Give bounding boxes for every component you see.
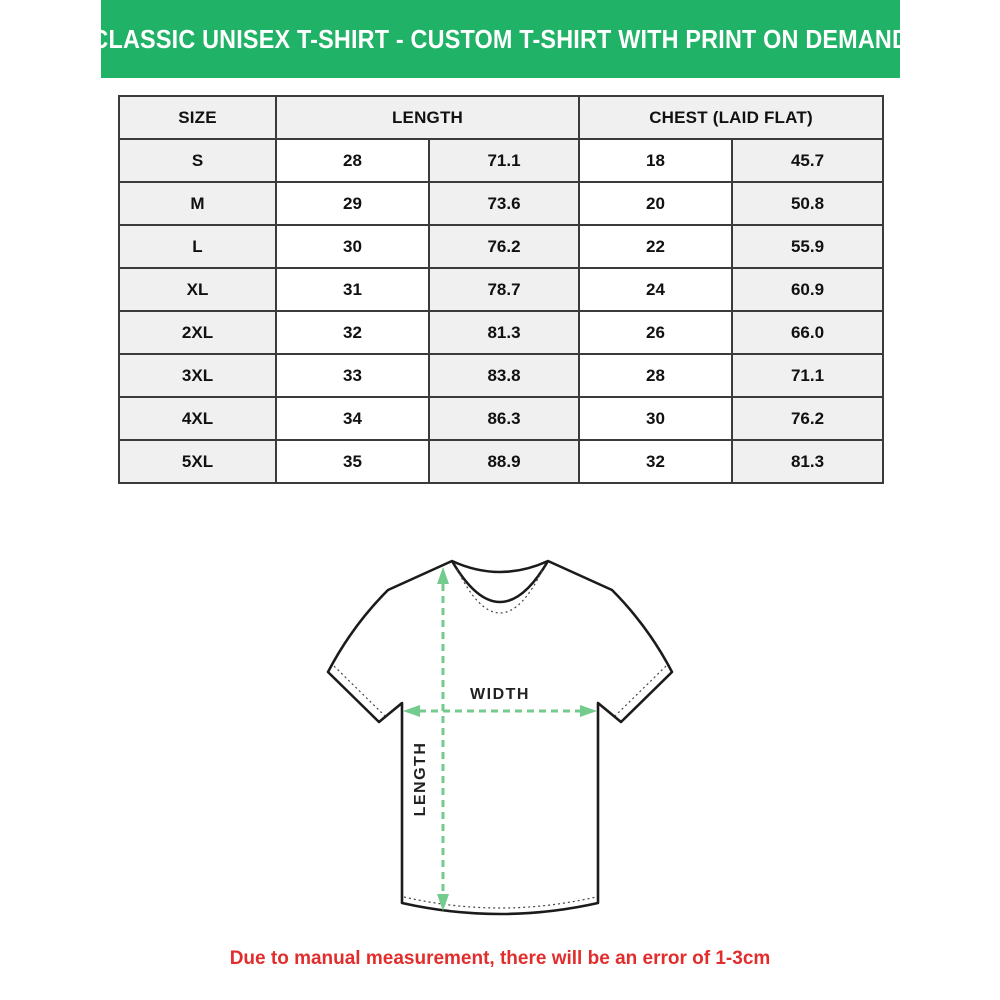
table-cell-length_cm: 81.3	[429, 311, 579, 354]
measurement-disclaimer: Due to manual measurement, there will be an error of 1-3cm	[229, 948, 771, 969]
table-cell-chest_cm: 71.1	[732, 354, 883, 397]
column-header-length: LENGTH	[276, 96, 579, 139]
table-cell-size: M	[119, 182, 276, 225]
table-cell-length_cm: 83.8	[429, 354, 579, 397]
table-cell-length_in: 33	[276, 354, 429, 397]
table-cell-chest_cm: 76.2	[732, 397, 883, 440]
table-cell-length_cm: 71.1	[429, 139, 579, 182]
table-cell-length_cm: 73.6	[429, 182, 579, 225]
column-header-size: SIZE	[119, 96, 276, 139]
page-title: CLASSIC UNISEX T-SHIRT - CUSTOM T-SHIRT WITH PRINT ON DEMAND	[91, 23, 910, 54]
table-cell-chest_cm: 66.0	[732, 311, 883, 354]
table-cell-chest_in: 22	[579, 225, 732, 268]
table-cell-chest_cm: 81.3	[732, 440, 883, 483]
table-cell-length_in: 28	[276, 139, 429, 182]
column-header-chest: CHEST (LAID FLAT)	[579, 96, 883, 139]
table-row	[119, 440, 883, 483]
length-label: LENGTH	[412, 741, 429, 817]
table-cell-chest_cm: 50.8	[732, 182, 883, 225]
table-cell-chest_in: 28	[579, 354, 732, 397]
size-table	[118, 95, 884, 484]
table-cell-length_cm: 88.9	[429, 440, 579, 483]
table-cell-chest_in: 18	[579, 139, 732, 182]
table-cell-length_in: 31	[276, 268, 429, 311]
table-cell-size: 5XL	[119, 440, 276, 483]
table-cell-chest_cm: 55.9	[732, 225, 883, 268]
table-header-row	[119, 96, 883, 139]
width-label: WIDTH	[470, 686, 530, 703]
table-cell-chest_in: 20	[579, 182, 732, 225]
table-cell-chest_cm: 60.9	[732, 268, 883, 311]
table-cell-length_in: 32	[276, 311, 429, 354]
table-cell-length_in: 29	[276, 182, 429, 225]
table-cell-size: 4XL	[119, 397, 276, 440]
table-cell-chest_in: 26	[579, 311, 732, 354]
table-cell-size: L	[119, 225, 276, 268]
table-cell-length_in: 35	[276, 440, 429, 483]
table-cell-size: XL	[119, 268, 276, 311]
table-cell-length_cm: 86.3	[429, 397, 579, 440]
table-cell-chest_cm: 45.7	[732, 139, 883, 182]
table-cell-chest_in: 32	[579, 440, 732, 483]
table-cell-size: 2XL	[119, 311, 276, 354]
table-cell-size: 3XL	[119, 354, 276, 397]
table-row	[119, 139, 883, 182]
title-banner	[91, 0, 910, 78]
table-row	[119, 354, 883, 397]
table-cell-length_cm: 78.7	[429, 268, 579, 311]
table-cell-chest_in: 30	[579, 397, 732, 440]
table-row	[119, 225, 883, 268]
table-cell-length_cm: 76.2	[429, 225, 579, 268]
table-row	[119, 182, 883, 225]
tshirt-measurement-diagram	[300, 540, 700, 940]
table-cell-length_in: 34	[276, 397, 429, 440]
table-cell-chest_in: 24	[579, 268, 732, 311]
table-cell-length_in: 30	[276, 225, 429, 268]
table-cell-size: S	[119, 139, 276, 182]
table-row	[119, 311, 883, 354]
table-row	[119, 268, 883, 311]
table-row	[119, 397, 883, 440]
tshirt-outline	[328, 561, 672, 914]
